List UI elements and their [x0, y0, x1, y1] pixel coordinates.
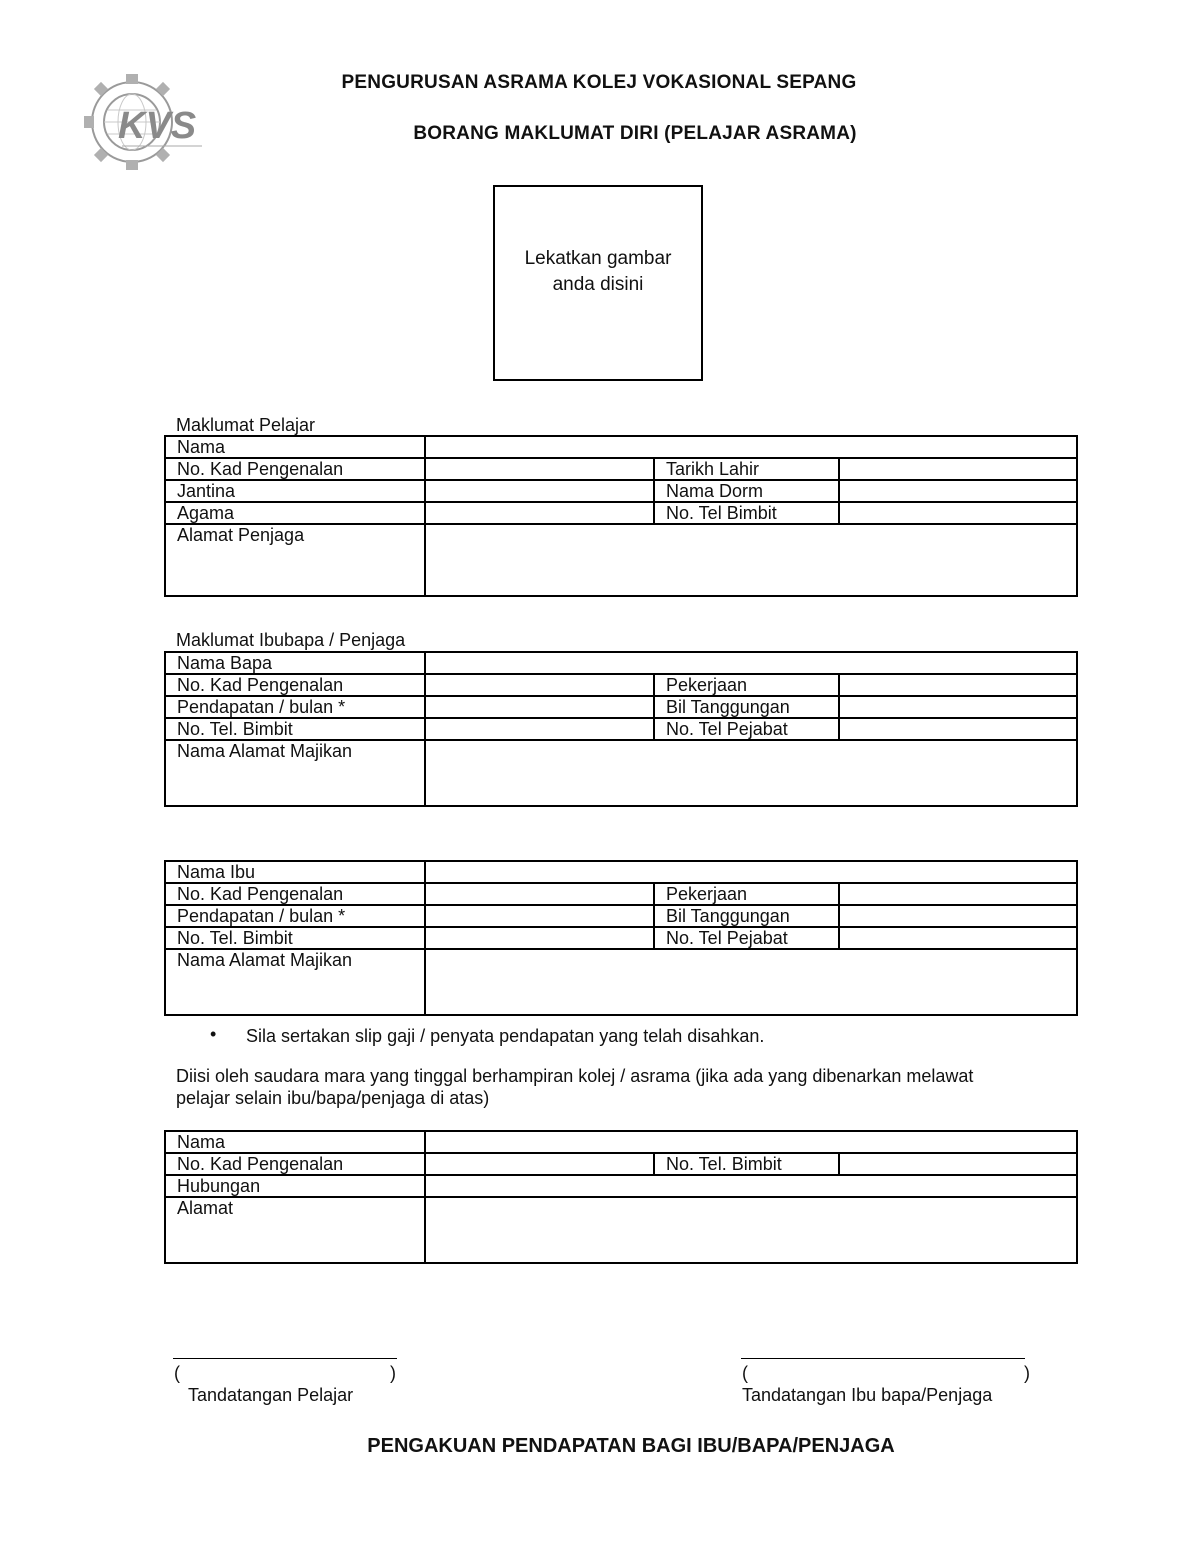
parent-section-heading: Maklumat Ibubapa / Penjaga [176, 630, 406, 650]
label-mother-ic: No. Kad Pengenalan [165, 883, 425, 905]
label-mother-income: Pendapatan / bulan * [165, 905, 425, 927]
label-nama: Nama [165, 436, 425, 458]
field-religion[interactable] [425, 502, 654, 524]
relative-intro-line2: pelajar selain ibu/bapa/penjaga di atas) [176, 1088, 490, 1108]
field-father-name[interactable] [425, 652, 1077, 674]
label-relative-mobile: No. Tel. Bimbit [654, 1153, 839, 1175]
field-dob[interactable] [839, 458, 1077, 480]
student-sig-close-paren: ) [390, 1363, 396, 1383]
salary-slip-note: Sila sertakan slip gaji / penyata pendapatan yang telah disahkan. [246, 1026, 765, 1046]
parent-sig-open-paren: ( [742, 1363, 748, 1383]
field-father-office[interactable] [839, 718, 1077, 740]
field-father-dependents[interactable] [839, 696, 1077, 718]
field-mother-ic[interactable] [425, 883, 654, 905]
father-info-table [164, 651, 1078, 807]
student-sig-open-paren: ( [174, 1363, 180, 1383]
label-guardian-address: Alamat Penjaga [165, 524, 425, 596]
student-section-heading: Maklumat Pelajar [176, 415, 316, 435]
label-mother-office: No. Tel Pejabat [654, 927, 839, 949]
field-relative-relation[interactable] [425, 1175, 1077, 1197]
field-mother-office[interactable] [839, 927, 1077, 949]
relative-intro-line1: Diisi oleh saudara mara yang tinggal berhampiran kolej / asrama (jika ada yang dibenarkan melawat [176, 1066, 974, 1086]
label-phone: No. Tel Bimbit [654, 502, 839, 524]
label-father-name: Nama Bapa [165, 652, 425, 674]
label-dob: Tarikh Lahir [654, 458, 839, 480]
field-relative-name[interactable] [425, 1131, 1077, 1153]
label-mother-dependents: Bil Tanggungan [654, 905, 839, 927]
label-relative-ic: No. Kad Pengenalan [165, 1153, 425, 1175]
label-father-ic: No. Kad Pengenalan [165, 674, 425, 696]
field-mother-name[interactable] [425, 861, 1077, 883]
field-mother-income[interactable] [425, 905, 654, 927]
field-father-mobile[interactable] [425, 718, 654, 740]
field-father-income[interactable] [425, 696, 654, 718]
field-gender[interactable] [425, 480, 654, 502]
field-mother-dependents[interactable] [839, 905, 1077, 927]
label-mother-mobile: No. Tel. Bimbit [165, 927, 425, 949]
field-father-ic[interactable] [425, 674, 654, 696]
field-relative-ic[interactable] [425, 1153, 654, 1175]
photo-placeholder-box[interactable] [493, 185, 703, 381]
label-relative-name: Nama [165, 1131, 425, 1153]
label-father-employer: Nama Alamat Majikan [165, 740, 425, 806]
label-ic: No. Kad Pengenalan [165, 458, 425, 480]
field-father-job[interactable] [839, 674, 1077, 696]
field-guardian-address[interactable] [425, 524, 1077, 596]
mother-info-table [164, 860, 1078, 1016]
label-dorm: Nama Dorm [654, 480, 839, 502]
field-mother-mobile[interactable] [425, 927, 654, 949]
field-phone[interactable] [839, 502, 1077, 524]
field-father-employer[interactable] [425, 740, 1077, 806]
photo-instruction-line2: anda disini [552, 274, 644, 295]
student-signature-label: Tandatangan Pelajar [188, 1385, 354, 1405]
parent-signature-line[interactable] [741, 1358, 1025, 1359]
parent-sig-close-paren: ) [1024, 1363, 1030, 1383]
photo-instruction-line1: Lekatkan gambar [524, 248, 672, 269]
label-mother-job: Pekerjaan [654, 883, 839, 905]
field-mother-employer[interactable] [425, 949, 1077, 1015]
field-ic[interactable] [425, 458, 654, 480]
label-mother-name: Nama Ibu [165, 861, 425, 883]
label-father-dependents: Bil Tanggungan [654, 696, 839, 718]
field-dorm[interactable] [839, 480, 1077, 502]
bullet-icon: • [210, 1024, 217, 1044]
label-religion: Agama [165, 502, 425, 524]
field-relative-mobile[interactable] [839, 1153, 1077, 1175]
label-relative-address: Alamat [165, 1197, 425, 1263]
relative-info-table [164, 1130, 1078, 1264]
income-declaration-title: PENGAKUAN PENDAPATAN BAGI IBU/BAPA/PENJAGA [367, 1435, 895, 1457]
label-father-office: No. Tel Pejabat [654, 718, 839, 740]
form-header-title: PENGURUSAN ASRAMA KOLEJ VOKASIONAL SEPANG [341, 72, 857, 93]
svg-text:KVS: KVS [118, 105, 197, 147]
field-nama[interactable] [425, 436, 1077, 458]
field-relative-address[interactable] [425, 1197, 1077, 1263]
label-father-mobile: No. Tel. Bimbit [165, 718, 425, 740]
label-gender: Jantina [165, 480, 425, 502]
label-father-job: Pekerjaan [654, 674, 839, 696]
form-title: BORANG MAKLUMAT DIRI (PELAJAR ASRAMA) [413, 123, 857, 144]
student-info-table [164, 435, 1078, 597]
label-mother-employer: Nama Alamat Majikan [165, 949, 425, 1015]
parent-signature-label: Tandatangan Ibu bapa/Penjaga [742, 1385, 993, 1405]
label-father-income: Pendapatan / bulan * [165, 696, 425, 718]
label-relative-relation: Hubungan [165, 1175, 425, 1197]
field-mother-job[interactable] [839, 883, 1077, 905]
student-signature-line[interactable] [173, 1358, 397, 1359]
